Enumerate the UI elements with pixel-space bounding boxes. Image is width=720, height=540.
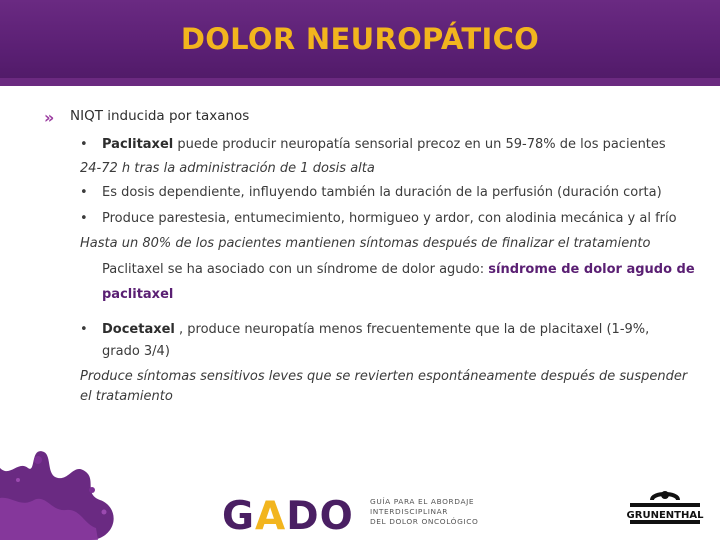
acute-pain-syndrome-term-cont: paclitaxel [102,287,174,302]
bullet-icon: • [80,137,88,152]
italic-note-1: Hasta un 80% de los pacientes mantienen síntomas después de finalizar el tratamiento [80,236,651,251]
guide-line: INTERDISCIPLINAR [370,507,449,516]
acute-pain-text: Paclitaxel se ha asociado con un síndrome de dolor agudo: [102,262,489,277]
bullet-icon: • [80,211,88,226]
grunenthal-logo [622,486,708,530]
gado-logo-g: G [222,494,256,539]
gado-logo-do: DO [286,494,354,539]
acute-pain-syndrome-term: síndrome de dolor agudo de [488,262,695,277]
paclitaxel-text: puede producir neuropatía sensorial precoz en un 59-78% de los pacientes [173,137,666,152]
paclitaxel-continuation: 24-72 h tras la administración de 1 dosis alta [80,161,375,176]
symptoms-line: Produce parestesia, entumecimiento, hormigueo y ardor, con alodinia mecánica y al frío [102,211,677,226]
guide-line: DEL DOLOR ONCOLÓGICO [370,517,479,526]
chevron-right-icon: » [44,108,55,127]
bullet-icon: • [80,185,88,200]
guide-line: GUÍA PARA EL ABORDAJE [370,497,475,506]
docetaxel-text: , produce neuropatía menos frecuentemente que la de placitaxel (1-9%, [174,322,650,337]
bullet-icon: • [80,322,88,337]
docetaxel-continuation: grado 3/4) [102,344,170,359]
purple-splash-decoration [0,438,120,540]
dose-dependent-line: Es dosis dependiente, influyendo también la duración de la perfusión (duración corta) [102,185,662,200]
paclitaxel-term: Paclitaxel [102,137,174,152]
guide-subtitle [370,497,500,527]
grunenthal-wordmark: GRUNENTHAL [626,510,704,521]
italic-note-2a: Produce síntomas sensitivos leves que se revierten espontáneamente después de suspender [80,369,688,384]
acute-pain-line [102,262,695,277]
page-title: DOLOR NEUROPÁTICO [180,22,540,56]
gado-logo-a: A [255,494,287,539]
docetaxel-term: Docetaxel [102,322,175,337]
paclitaxel-line [102,137,666,152]
italic-note-2b: el tratamiento [80,389,173,404]
section-heading: NIQT inducida por taxanos [70,108,250,124]
docetaxel-line [102,322,649,337]
gado-logo [222,494,354,539]
